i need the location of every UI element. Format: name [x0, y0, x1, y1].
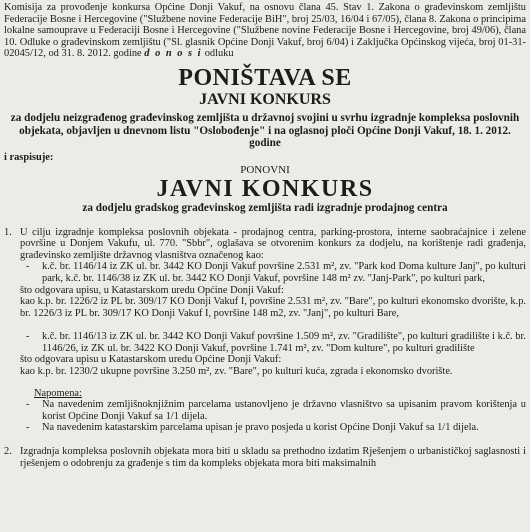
repeat-description: za dodjelu gradskog građevinskog zemljišta radi izgradnje prodajnog centra	[82, 201, 448, 214]
parcel-item-1: - k.č. br. 1146/14 iz ZK ul. br. 3442 KO Donji Vakuf površine 2.531 m², zv. "Park kod Doma kulture Janj", po kulturi park, k.č. br. 1146/38 iz ZK ul. br. 3442 KO Donji Vakuf, površine 148 m² zv. "Janj-Park", po kulturi park,	[26, 261, 526, 284]
parcel-item-2-text: k.č. br. 1146/13 iz ZK ul. br. 3442 KO Donji Vakuf površine 1.509 m², zv. "Gradilište", po kulturi gradilište i k.č. br. 1146/26, iz ZK ul. br. 3422 KO Donji Vakuf, površine 1.741 m², zv. "Dom kulture", po kulturi gradilište	[42, 331, 526, 354]
section-2	[4, 446, 526, 469]
cancel-subtitle: JAVNI KONKURS	[199, 90, 331, 108]
section-1-number: 1.	[4, 226, 12, 238]
parcel-item-2: - k.č. br. 1146/13 iz ZK ul. br. 3442 KO Donji Vakuf površine 1.509 m², zv. "Gradilište", po kulturi gradilište i k.č. br. 1146/26, iz ZK ul. br. 3422 KO Donji Vakuf, površine 1.741 m², zv. "Dom kulture", po kulturi gradilište	[26, 331, 526, 354]
section-2-number: 2.	[4, 446, 12, 458]
note-1: - Na navedenim zemljišnoknjižnim parcelama ustanovljeno je državno vlasništvo sa upisanim pravom korištenja u korist Općine Donji Vakuf sa 1/1 dijela.	[26, 399, 526, 422]
intro-odluku: odluku	[204, 48, 234, 60]
notes-title: Napomena:	[34, 387, 82, 399]
cadastre-1-text: kao k.p. br. 1226/2 iz PL br. 309/17 KO Donji Vakuf I, površine 2.531 m², zv. "Bare", po kulturi ekonomsko dvorište, k.p. br. 1226/3 iz PL br. 309/17 KO Donji Vakuf I, površine 148 m2, zv. "Janj", po kulturi Bare,	[20, 296, 526, 319]
repeat-label: PONOVNI	[240, 164, 290, 177]
repeat-title: JAVNI KONKURS	[156, 175, 374, 202]
cancel-title: PONIŠTAVA SE	[178, 64, 352, 91]
note-2-text: Na navedenim katastarskim parcelama upisan je pravo posjeda u korist Općine Donji Vakuf sa 1/1 dijela.	[42, 422, 479, 434]
parcel-item-1-text: k.č. br. 1146/14 iz ZK ul. br. 3442 KO Donji Vakuf površine 2.531 m², zv. "Park kod Doma kulture Janj", po kulturi park, k.č. br. 1146/38 iz ZK ul. br. 3442 KO Donji Vakuf, površine 148 m² zv. "Janj-Park", po kulturi park,	[42, 261, 526, 284]
intro-donosi: d o n o s i	[144, 48, 203, 60]
cadastre-2-text: kao k.p. br. 1230/2 ukupne površine 3.250 m², zv. "Bare", po kulturi kuća, zgrada i ekonomsko dvorište.	[20, 366, 453, 378]
raspisuje-label: i raspisuje:	[4, 151, 54, 163]
section-1	[4, 227, 526, 435]
cadastre-2-intro: što odgovara upisu u Katastarskom uredu Općine Donji Vakuf:	[20, 354, 282, 366]
section-2-text: Izgradnja kompleksa poslovnih objekata mora biti u skladu sa prethodno izdatim Rješenjem o urbanističkoj saglasnosti i rješenjem o odobrenju za građenje s tim da kompleks objekata mora biti maksimalnih	[20, 446, 526, 469]
section-1-text: U cilju izgradnje kompleksa poslovnih objekata - prodajnog centra, parking-prostora, interne saobraćajnice i zelene površine u Donjem Vakufu, ul. 770. "Sbbr", oglašava se otvorenim konkurs za dodjelu, na korištenje radi građenja, građevinsko zemljište državnog vlasništva označenog kao:	[20, 226, 526, 261]
note-1-text: Na navedenim zemljišnoknjižnim parcelama ustanovljeno je državno vlasništvo sa upisanim pravom korištenja u korist Općine Donji Vakuf sa 1/1 dijela.	[42, 399, 526, 422]
cancel-description: za dodjelu neizgrađenog građevinskog zemljišta u državnoj svojini u svrhu izgradnje kompleksa poslovnih objekata, objavljen u dnevnom listu "Oslobođenje" i na oglasnoj ploči Općine Donji Vakuf, 18. 1. 2012. godine	[10, 111, 520, 150]
intro-paragraph	[4, 2, 526, 60]
cadastre-1-intro: što odgovara upisu, u Katastarskom uredu Općine Donji Vakuf:	[20, 284, 284, 296]
intro-text: Komisija za provođenje konkursa Općine Donji Vakuf, na osnovu člana 45. Stav 1. Zakona o građevinskom zemljištu Federacije Bosne i Hercegovine ("Službene novine Federacije BiH", broj 25/03, 16/04 i 67/05), člana 8. Zakona o principima lokalne samouprave u Federaciji Bosne i Hercegovine ("Službene novine Federacije Bosne i Hercegovine, broj 49/06), člana 10. Odluke o građevinskom zemljištu ("Sl. glasnik Općine Donji Vakuf, broj 6/04) i Zaključka Općinskog vijeća, broj 01-31-02045/12, od 31. 8. 2012. godine	[4, 2, 526, 60]
note-2: - Na navedenim katastarskim parcelama upisan je pravo posjeda u korist Općine Donji Vakuf sa 1/1 dijela.	[20, 422, 526, 434]
